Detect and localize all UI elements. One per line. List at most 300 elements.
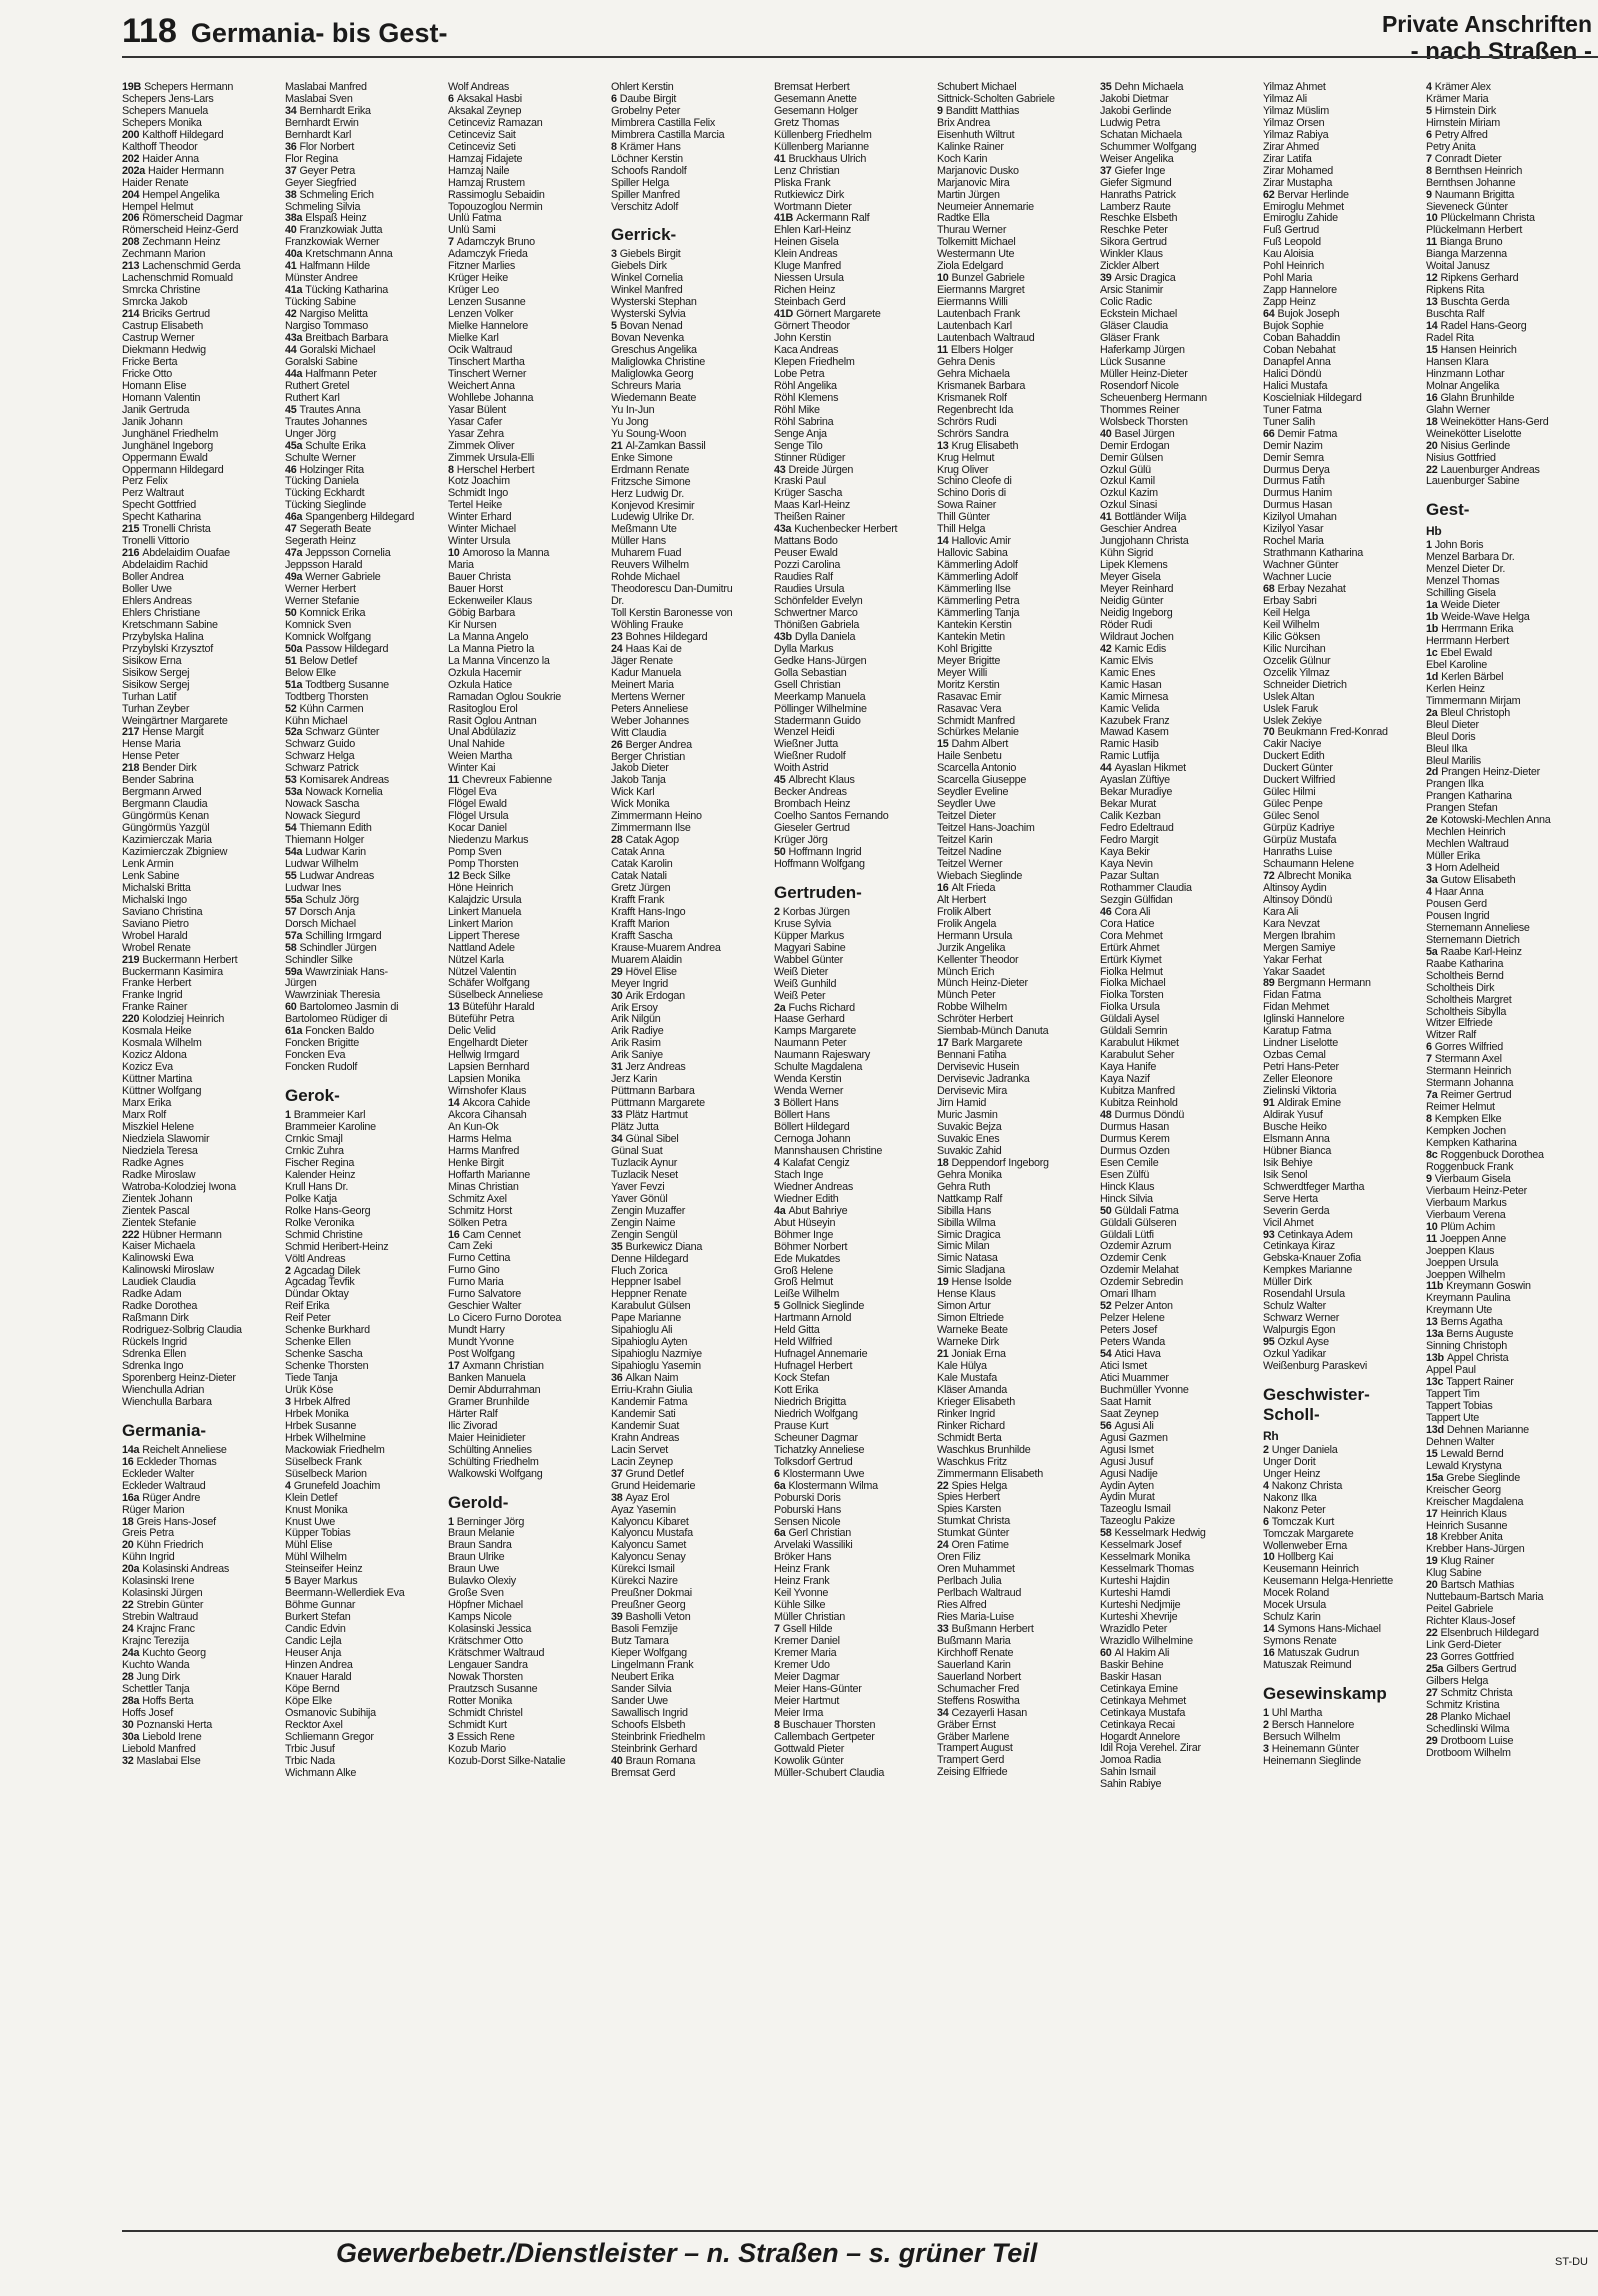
- directory-entry: [122, 1218, 285, 1230]
- resident-name: Kämmerling Adolf: [937, 572, 1018, 584]
- resident-name: Sibilla Wilma: [937, 1217, 996, 1229]
- resident-name: Elbers Holger: [950, 344, 1014, 356]
- directory-entry: [1263, 1265, 1426, 1277]
- directory-entry: [1100, 1182, 1263, 1194]
- directory-entry: [1263, 931, 1426, 943]
- resident-name: Bußmann Herbert: [951, 1623, 1034, 1635]
- resident-name: Ramadan Oglou Soukrie: [448, 691, 561, 703]
- resident-name: Radke Dorothea: [122, 1301, 198, 1313]
- directory-entry: [1426, 660, 1589, 672]
- directory-entry: [774, 309, 937, 321]
- directory-entry: [1263, 393, 1426, 405]
- directory-entry: [1426, 237, 1589, 249]
- directory-entry: [937, 1349, 1100, 1361]
- house-number: 29: [1426, 1735, 1438, 1747]
- resident-name: Scheuner Dagmar: [774, 1432, 858, 1444]
- resident-name: Schumacher Fred: [937, 1683, 1020, 1695]
- house-number: 40: [1100, 428, 1112, 440]
- directory-entry: [285, 871, 448, 883]
- directory-entry: [122, 1397, 285, 1409]
- resident-name: Crnkic Zuhra: [285, 1145, 344, 1157]
- directory-column-8: [1263, 82, 1426, 2224]
- resident-name: Maslabai Manfred: [285, 82, 367, 93]
- resident-name: Verschitz Adolf: [611, 201, 679, 213]
- resident-name: Cetinceviz Seti: [448, 141, 516, 153]
- directory-entry: [448, 572, 611, 584]
- resident-name: Raabe Karl-Heinz: [1440, 946, 1522, 958]
- directory-entry: [122, 154, 285, 166]
- resident-name: Trautes Anna: [299, 404, 361, 416]
- resident-name: Cetinkaya Emine: [1100, 1683, 1178, 1695]
- resident-name: Harms Manfred: [448, 1145, 520, 1157]
- directory-entry: [611, 1696, 774, 1708]
- directory-entry: [285, 249, 448, 261]
- house-number: 37: [1100, 165, 1112, 177]
- resident-name: Yasar Zehra: [448, 428, 504, 440]
- directory-entry: [1426, 1186, 1589, 1198]
- resident-name: Haider Anna: [142, 153, 199, 165]
- resident-name: Geyer Petra: [299, 165, 355, 177]
- resident-name: Ünlü Sami: [448, 225, 496, 237]
- directory-entry: [1100, 333, 1263, 345]
- resident-name: Köpe Elke: [285, 1695, 332, 1707]
- directory-entry: [1426, 1544, 1589, 1556]
- directory-entry: [1100, 739, 1263, 751]
- resident-name: Schatan Michaela: [1100, 129, 1182, 141]
- directory-entry: [122, 381, 285, 393]
- directory-entry: [448, 82, 611, 94]
- house-number: 9: [1426, 189, 1432, 201]
- directory-entry: [122, 1540, 285, 1552]
- directory-entry: [1426, 672, 1589, 684]
- resident-name: Ludwig Petra: [1100, 117, 1161, 129]
- resident-name: Wiedner Andreas: [774, 1181, 854, 1193]
- house-number: 39: [611, 1612, 623, 1624]
- directory-entry: [611, 154, 774, 166]
- resident-name: Knauer Harald: [285, 1671, 352, 1683]
- resident-name: Fitzner Marlies: [448, 261, 516, 273]
- resident-name: Al Hakim Ali: [1114, 1647, 1170, 1659]
- directory-entry: [774, 1062, 937, 1074]
- directory-entry: [1100, 476, 1263, 488]
- resident-name: Harms Helma: [448, 1133, 512, 1145]
- resident-name: Gülec Senol: [1263, 811, 1320, 823]
- directory-entry: [611, 883, 774, 895]
- resident-name: Schmid Heribert-Heinz: [285, 1241, 389, 1253]
- house-number: 48: [1100, 1109, 1112, 1121]
- resident-name: Kaya Nevin: [1100, 858, 1153, 870]
- resident-name: Specht Katharina: [122, 512, 201, 524]
- directory-entry: [285, 1433, 448, 1445]
- resident-name: Dorsch Anja: [299, 906, 355, 918]
- directory-entry: [1100, 823, 1263, 835]
- directory-entry: [122, 1672, 285, 1684]
- resident-name: Kotowski-Mechlen Anna: [1440, 815, 1551, 827]
- resident-name: Stadermann Guido: [774, 715, 861, 727]
- resident-name: Hellwig Irmgard: [448, 1050, 520, 1062]
- resident-name: Aksakal Hasbi: [456, 93, 522, 105]
- directory-entry: [122, 225, 285, 237]
- resident-name: Stach Inge: [774, 1169, 824, 1181]
- directory-entry: [937, 1146, 1100, 1158]
- resident-name: Bußmann Maria: [937, 1635, 1011, 1647]
- resident-name: Suvakic Enes: [937, 1133, 1000, 1145]
- resident-name: Ertürk Ahmet: [1100, 942, 1160, 954]
- resident-name: Demir Abdurrahman: [448, 1384, 541, 1396]
- resident-name: Witzer Elfriede: [1426, 1018, 1493, 1030]
- directory-entry: [285, 524, 448, 536]
- directory-entry: [1426, 1532, 1589, 1544]
- resident-name: Sipahioglu Nazmiye: [611, 1349, 702, 1361]
- directory-entry: [1263, 799, 1426, 811]
- resident-name: Sipahioglu Yasemin: [611, 1361, 701, 1373]
- resident-name: Wortmann Dieter: [774, 201, 852, 213]
- resident-name: Krämer Hans: [619, 141, 681, 153]
- directory-entry: [774, 644, 937, 656]
- directory-entry: [611, 1756, 774, 1768]
- resident-name: Werner Stefanie: [285, 595, 360, 607]
- resident-name: Maliglowka Georg: [611, 369, 694, 381]
- resident-name: Jäger Renate: [611, 655, 673, 667]
- resident-name: Arik Radiye: [611, 1026, 664, 1038]
- directory-entry: [937, 1457, 1100, 1469]
- directory-entry: [122, 1349, 285, 1361]
- directory-entry: [285, 1289, 448, 1301]
- resident-name: Tolkemitt Michael: [937, 237, 1016, 249]
- resident-name: Richter Klaus-Josef: [1426, 1616, 1515, 1628]
- resident-name: Haider Hermann: [148, 165, 224, 177]
- directory-entry: [774, 787, 937, 799]
- directory-entry: [1263, 632, 1426, 644]
- directory-entry: [1426, 1114, 1589, 1126]
- directory-entry: [937, 548, 1100, 560]
- directory-entry: [774, 1672, 937, 1684]
- resident-name: Lippert Therese: [448, 930, 520, 942]
- directory-entry: [448, 321, 611, 333]
- resident-name: Tertel Heike: [448, 500, 503, 512]
- resident-name: Saat Zeynep: [1100, 1408, 1159, 1420]
- directory-entry: [774, 536, 937, 548]
- directory-entry: [611, 1732, 774, 1744]
- resident-name: Gehra Monika: [937, 1169, 1002, 1181]
- directory-entry: [937, 500, 1100, 512]
- resident-name: Komnick Sven: [285, 619, 352, 631]
- directory-entry: [937, 1122, 1100, 1134]
- resident-name: Sauerland Karin: [937, 1659, 1011, 1671]
- directory-entry: [1426, 118, 1589, 130]
- directory-entry: [937, 1421, 1100, 1433]
- directory-entry: [448, 859, 611, 871]
- directory-entry: [1100, 1002, 1263, 1014]
- directory-entry: [611, 608, 774, 620]
- directory-entry: [774, 225, 937, 237]
- directory-entry: [122, 1612, 285, 1624]
- house-number: 14: [1426, 321, 1438, 333]
- directory-entry: [1263, 309, 1426, 321]
- directory-entry: [285, 1397, 448, 1409]
- directory-entry: [285, 309, 448, 321]
- directory-entry: [1100, 465, 1263, 477]
- resident-name: Eckleder Waltraud: [122, 1480, 206, 1492]
- directory-entry: [122, 1756, 285, 1768]
- resident-name: Reuvers Wilhelm: [611, 560, 689, 572]
- resident-name: Saviano Christina: [122, 906, 203, 918]
- directory-entry: [611, 955, 774, 967]
- directory-entry: [122, 441, 285, 453]
- directory-entry: [1263, 1588, 1426, 1600]
- resident-name: Moritz Kerstin: [937, 679, 1000, 691]
- resident-name: Eckleder Thomas: [136, 1456, 217, 1468]
- resident-name: Keil Yvonne: [774, 1588, 829, 1600]
- house-number: 34: [937, 1707, 949, 1719]
- resident-name: Rotter Monika: [448, 1695, 512, 1707]
- directory-entry: [122, 739, 285, 751]
- directory-entry: [1263, 1170, 1426, 1182]
- directory-entry: [1426, 154, 1589, 166]
- resident-name: Yilmaz Müslim: [1263, 105, 1329, 117]
- directory-entry: [774, 213, 937, 225]
- resident-name: Rüger Marion: [122, 1504, 185, 1516]
- directory-entry: [448, 1397, 611, 1409]
- resident-name: Kamic Enes: [1100, 667, 1156, 679]
- resident-name: Kozub-Dorst Silke-Natalie: [448, 1755, 566, 1767]
- resident-name: Maria: [448, 560, 474, 572]
- directory-entry: [1426, 756, 1589, 768]
- directory-entry: [122, 142, 285, 154]
- resident-name: Krebber Anita: [1440, 1532, 1503, 1544]
- house-number: 52: [1100, 1301, 1112, 1313]
- directory-entry: [1426, 564, 1589, 576]
- directory-entry: [1426, 1329, 1589, 1341]
- resident-name: Giebels Dirk: [611, 261, 667, 273]
- resident-name: Elspaß Heinz: [305, 213, 367, 225]
- directory-entry: [1100, 1600, 1263, 1612]
- directory-entry: [285, 321, 448, 333]
- directory-entry: [285, 919, 448, 931]
- resident-name: Conradt Dieter: [1434, 153, 1502, 165]
- resident-name: Kizilyol Umahan: [1263, 512, 1337, 524]
- directory-entry: [774, 859, 937, 871]
- resident-name: Schino Doris di: [937, 488, 1006, 500]
- directory-entry: [937, 763, 1100, 775]
- directory-entry: [937, 1062, 1100, 1074]
- directory-entry: [448, 178, 611, 190]
- resident-name: Peters Josef: [1100, 1325, 1158, 1337]
- directory-entry: [448, 1720, 611, 1732]
- resident-name: Nattland Adele: [448, 942, 515, 954]
- directory-entry: [1263, 751, 1426, 763]
- resident-name: Appel Paul: [1426, 1365, 1476, 1377]
- directory-entry: [122, 978, 285, 990]
- resident-name: Molnar Angelika: [1426, 380, 1500, 392]
- resident-name: Horn Adelheid: [1434, 863, 1500, 875]
- house-number: 25a: [1426, 1663, 1444, 1675]
- directory-entry: [1426, 130, 1589, 142]
- directory-entry: [937, 584, 1100, 596]
- directory-entry: [448, 931, 611, 943]
- resident-name: Janik Gertruda: [122, 404, 190, 416]
- directory-entry: [1100, 1636, 1263, 1648]
- directory-entry: [1426, 588, 1589, 600]
- house-number: 22: [1426, 1628, 1438, 1640]
- resident-name: Bremsat Gerd: [611, 1767, 676, 1779]
- directory-entry: [285, 94, 448, 106]
- directory-entry: [285, 1720, 448, 1732]
- directory-entry: [448, 237, 611, 249]
- directory-entry: [448, 1289, 611, 1301]
- house-number: 23: [611, 631, 623, 643]
- resident-name: Wildraut Jochen: [1100, 631, 1174, 643]
- resident-name: Watroba-Kolodziej Iwona: [122, 1181, 236, 1193]
- directory-entry: [937, 225, 1100, 237]
- directory-entry: [774, 1134, 937, 1146]
- directory-entry: [285, 548, 448, 560]
- directory-entry: [448, 990, 611, 1002]
- house-number: 60: [285, 1002, 297, 1014]
- directory-entry: [937, 297, 1100, 309]
- directory-entry: [937, 1050, 1100, 1062]
- directory-entry: [611, 931, 774, 943]
- house-number: 6: [774, 1468, 780, 1480]
- resident-name: Münch Heinz-Dieter: [937, 978, 1028, 990]
- resident-name: Joeppen Anne: [1439, 1233, 1506, 1245]
- resident-name: Korbas Jürgen: [782, 906, 850, 918]
- house-number: 22: [122, 1600, 134, 1612]
- resident-name: Ripkens Rita: [1426, 285, 1485, 297]
- resident-name: Bujok Joseph: [1277, 309, 1340, 321]
- directory-entry: [611, 1050, 774, 1062]
- directory-entry: [611, 1277, 774, 1289]
- resident-name: Geschier Andrea: [1100, 524, 1177, 536]
- resident-name: Küttner Wolfgang: [122, 1086, 202, 1098]
- directory-entry: [285, 178, 448, 190]
- resident-name: Stermann Axel: [1434, 1054, 1502, 1066]
- resident-name: Tücking Daniela: [285, 476, 359, 488]
- resident-name: Lo Cicero Furno Dorotea: [448, 1313, 562, 1325]
- resident-name: Sisikow Erna: [122, 655, 182, 667]
- resident-name: Peters Wanda: [1100, 1337, 1166, 1349]
- directory-entry: [774, 1588, 937, 1600]
- house-number: 37: [285, 165, 297, 177]
- directory-entry: [122, 405, 285, 417]
- resident-name: Raabe Katharina: [1426, 958, 1504, 970]
- house-number: 200: [122, 129, 140, 141]
- directory-entry: [285, 811, 448, 823]
- resident-name: Wöhling Frauke: [611, 620, 684, 632]
- directory-entry: [774, 297, 937, 309]
- resident-name: Demir Erdogan: [1100, 440, 1170, 452]
- directory-entry: [122, 321, 285, 333]
- directory-entry: [937, 369, 1100, 381]
- resident-name: Furno Cettina: [448, 1253, 511, 1265]
- directory-entry: [1263, 1624, 1426, 1636]
- resident-name: Dr.: [611, 596, 625, 608]
- resident-name: Joeppen Ursula: [1426, 1257, 1499, 1269]
- resident-name: Kandemir Sati: [611, 1408, 676, 1420]
- resident-name: Rasavac Emir: [937, 691, 1002, 703]
- resident-name: Emiroglu Zahide: [1263, 213, 1338, 225]
- directory-entry: [937, 1002, 1100, 1014]
- directory-column-7: [1100, 82, 1263, 2224]
- resident-name: Sander Uwe: [611, 1695, 668, 1707]
- directory-entry: [1263, 178, 1426, 190]
- resident-name: Frolik Angela: [937, 918, 997, 930]
- directory-entry: [1426, 178, 1589, 190]
- resident-name: Cetinkaya Mustafa: [1100, 1707, 1186, 1719]
- directory-entry: [1263, 823, 1426, 835]
- resident-name: Keusemann Helga-Henriette: [1263, 1576, 1393, 1588]
- directory-entry: [1100, 1098, 1263, 1110]
- resident-name: Hövel Elise: [625, 966, 677, 978]
- resident-name: Hoffs Josef: [122, 1707, 174, 1719]
- directory-entry: [285, 429, 448, 441]
- resident-name: Roggenbuck Dorothea: [1440, 1149, 1544, 1161]
- directory-entry: [448, 500, 611, 512]
- directory-entry: [774, 178, 937, 190]
- directory-entry: [774, 763, 937, 775]
- resident-name: Krug Helmut: [937, 452, 995, 464]
- directory-entry: [774, 1684, 937, 1696]
- directory-entry: [1263, 548, 1426, 560]
- resident-name: Mielke Karl: [448, 333, 499, 345]
- resident-name: Mocek Ursula: [1263, 1600, 1326, 1612]
- resident-name: Frolik Albert: [937, 906, 991, 918]
- resident-name: Erbay Nezahat: [1277, 584, 1346, 596]
- directory-entry: [1263, 1289, 1426, 1301]
- directory-entry: [611, 1720, 774, 1732]
- resident-name: Krieger Elisabeth: [937, 1396, 1015, 1408]
- directory-entry: [1426, 1270, 1589, 1282]
- house-number: 3a: [1426, 875, 1438, 887]
- resident-name: Dündar Oktay: [285, 1289, 349, 1301]
- directory-entry: [285, 393, 448, 405]
- resident-name: Zirar Mustapha: [1263, 177, 1333, 189]
- resident-name: Lapsien Bernhard: [448, 1062, 530, 1074]
- directory-entry: [122, 548, 285, 560]
- directory-entry: [1263, 297, 1426, 309]
- directory-entry: [1263, 787, 1426, 799]
- resident-name: Hense Isolde: [951, 1277, 1012, 1289]
- resident-name: Thommes Reiner: [1100, 404, 1180, 416]
- street-heading: Geschwister-Scholl-: [1263, 1384, 1370, 1424]
- house-number: 27: [1426, 1687, 1438, 1699]
- directory-entry: [285, 1038, 448, 1050]
- resident-name: Büteführ Petra: [448, 1014, 515, 1026]
- directory-entry: [1100, 297, 1263, 309]
- resident-name: Heinrich Klaus: [1440, 1508, 1507, 1520]
- resident-name: Golla Sebastian: [774, 667, 847, 679]
- house-number: 7: [1426, 153, 1432, 165]
- resident-name: Amoroso la Manna: [462, 548, 550, 560]
- directory-entry: [448, 297, 611, 309]
- resident-name: Ayaz Yasemin: [611, 1504, 676, 1516]
- directory-entry: [448, 1696, 611, 1708]
- directory-entry: [122, 1337, 285, 1349]
- resident-name: Tappert Ute: [1426, 1412, 1480, 1424]
- directory-entry: [1426, 465, 1589, 477]
- house-number: 10: [1426, 213, 1438, 225]
- directory-entry: [937, 1325, 1100, 1337]
- directory-entry: [1426, 1234, 1589, 1246]
- directory-entry: [1263, 1505, 1426, 1517]
- directory-entry: [774, 1732, 937, 1744]
- directory-entry: [937, 1373, 1100, 1385]
- resident-name: Zientek Johann: [122, 1193, 193, 1205]
- resident-name: Schulte Werner: [285, 452, 356, 464]
- directory-entry: [611, 94, 774, 106]
- resident-name: Krull Hans Dr.: [285, 1181, 349, 1193]
- resident-name: Baskir Hasan: [1100, 1671, 1162, 1683]
